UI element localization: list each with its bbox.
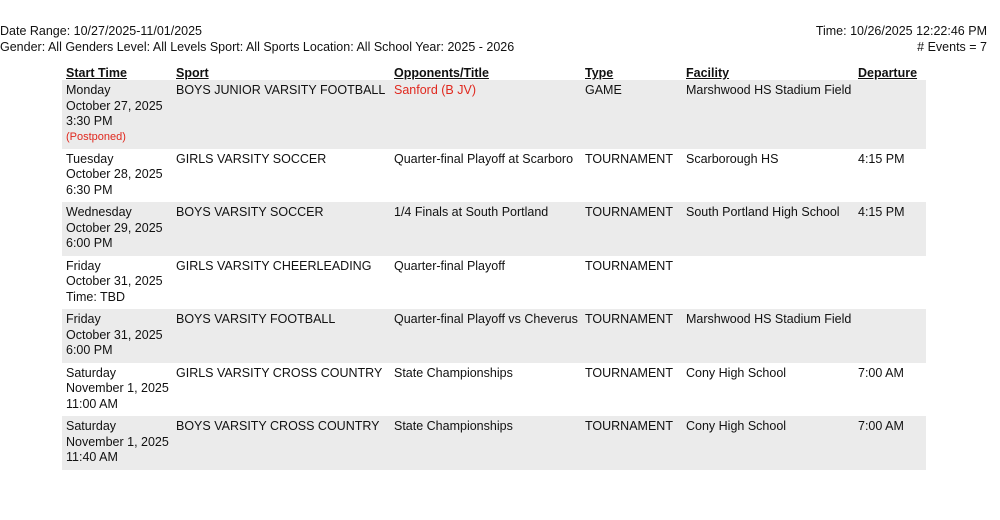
- table-row: [62, 202, 926, 256]
- report-header-right: [816, 23, 987, 55]
- postponed-note: (Postponed): [66, 130, 126, 143]
- departure-cell: 7:00 AM: [854, 416, 926, 470]
- table-row: [62, 149, 926, 203]
- event-time: 6:00 PM: [66, 236, 113, 250]
- departure-cell: [854, 256, 926, 310]
- facility-cell: Marshwood HS Stadium Field: [682, 80, 854, 149]
- type-cell: TOURNAMENT: [581, 202, 682, 256]
- event-date: October 31, 2025: [66, 274, 163, 288]
- start-time-cell: [62, 149, 172, 203]
- start-time-cell: [62, 80, 172, 149]
- column-header-departure: Departure: [858, 66, 918, 80]
- table-row: [62, 363, 926, 417]
- facility-cell: South Portland High School: [682, 202, 854, 256]
- opponent-cell: State Championships: [394, 365, 513, 380]
- column-header-sport: Sport: [176, 66, 209, 80]
- event-count: # Events = 7: [917, 40, 987, 54]
- start-time-cell: [62, 202, 172, 256]
- generated-time: Time: 10/26/2025 12:22:46 PM: [815, 24, 987, 38]
- start-time-cell: [62, 363, 172, 417]
- event-time: 3:30 PM: [66, 114, 113, 128]
- type-cell: GAME: [581, 80, 682, 149]
- filter-summary: Gender: All Genders Level: All Levels Sport: All Sports Location: All School Year: 2025 - 2026: [0, 40, 515, 54]
- events-table: [62, 60, 926, 470]
- opponent-cell: Quarter-final Playoff: [394, 258, 505, 273]
- event-day: Wednesday: [66, 205, 132, 219]
- opponent-cell: Sanford (B JV): [390, 80, 581, 149]
- sport-cell: GIRLS VARSITY CHEERLEADING: [176, 258, 372, 273]
- event-time: 6:00 PM: [66, 343, 113, 357]
- departure-cell: 4:15 PM: [858, 151, 905, 166]
- opponent-cell: State Championships: [390, 416, 581, 470]
- sport-cell: GIRLS VARSITY CROSS COUNTRY: [176, 365, 383, 380]
- sport-cell: BOYS VARSITY FOOTBALL: [172, 309, 390, 363]
- facility-cell: Marshwood HS Stadium Field: [682, 309, 854, 363]
- departure-cell: 7:00 AM: [858, 365, 904, 380]
- event-time: 6:30 PM: [66, 182, 113, 197]
- column-header-opponents: Opponents/Title: [394, 66, 489, 80]
- event-date: October 31, 2025: [66, 327, 163, 342]
- opponent-cell: Quarter-final Playoff vs Cheverus: [390, 309, 581, 363]
- table-row: [62, 80, 926, 149]
- type-cell: TOURNAMENT: [585, 258, 673, 273]
- start-time-cell: [62, 416, 172, 470]
- type-cell: TOURNAMENT: [585, 151, 673, 166]
- event-time: 11:00 AM: [66, 396, 118, 411]
- event-day: Saturday: [66, 419, 117, 433]
- facility-cell: [682, 256, 854, 310]
- event-date: November 1, 2025: [66, 381, 169, 395]
- start-time-cell: [62, 256, 172, 310]
- facility-cell: Cony High School: [682, 416, 854, 470]
- opponent-cell: Quarter-final Playoff at Scarboro: [394, 151, 574, 166]
- sport-cell: BOYS VARSITY SOCCER: [172, 202, 390, 256]
- column-header-type: Type: [585, 66, 614, 80]
- column-header-start-time: Start Time: [66, 66, 127, 80]
- table-row: [62, 256, 926, 310]
- event-date: October 28, 2025: [66, 167, 163, 181]
- event-day: Tuesday: [66, 151, 114, 166]
- facility-cell: Cony High School: [686, 365, 787, 380]
- table-row: [62, 309, 926, 363]
- departure-cell: [854, 309, 926, 363]
- type-cell: TOURNAMENT: [585, 365, 673, 380]
- departure-cell: 4:15 PM: [854, 202, 926, 256]
- event-day: Monday: [66, 83, 111, 97]
- table-row: [62, 416, 926, 470]
- sport-cell: BOYS VARSITY CROSS COUNTRY: [172, 416, 390, 470]
- type-cell: TOURNAMENT: [581, 416, 682, 470]
- type-cell: TOURNAMENT: [581, 309, 682, 363]
- departure-cell: [854, 80, 926, 149]
- event-date: October 29, 2025: [66, 220, 163, 235]
- opponent-cell: 1/4 Finals at South Portland: [390, 202, 581, 256]
- event-date: October 27, 2025: [66, 98, 163, 113]
- event-time: Time: TBD: [66, 289, 126, 304]
- event-time: 11:40 AM: [66, 450, 118, 464]
- facility-cell: Scarborough HS: [686, 151, 779, 166]
- event-day: Saturday: [66, 365, 117, 380]
- column-header-facility: Facility: [686, 66, 730, 80]
- date-range-label: Date Range: 10/27/2025-11/01/2025: [0, 24, 203, 38]
- event-date: November 1, 2025: [66, 434, 169, 449]
- event-day: Friday: [66, 312, 101, 326]
- report-header-left: [0, 23, 514, 55]
- sport-cell: GIRLS VARSITY SOCCER: [176, 151, 327, 166]
- sport-cell: BOYS JUNIOR VARSITY FOOTBALL: [172, 80, 390, 149]
- start-time-cell: [62, 309, 172, 363]
- table-header-row: [62, 60, 926, 80]
- event-day: Friday: [66, 258, 101, 273]
